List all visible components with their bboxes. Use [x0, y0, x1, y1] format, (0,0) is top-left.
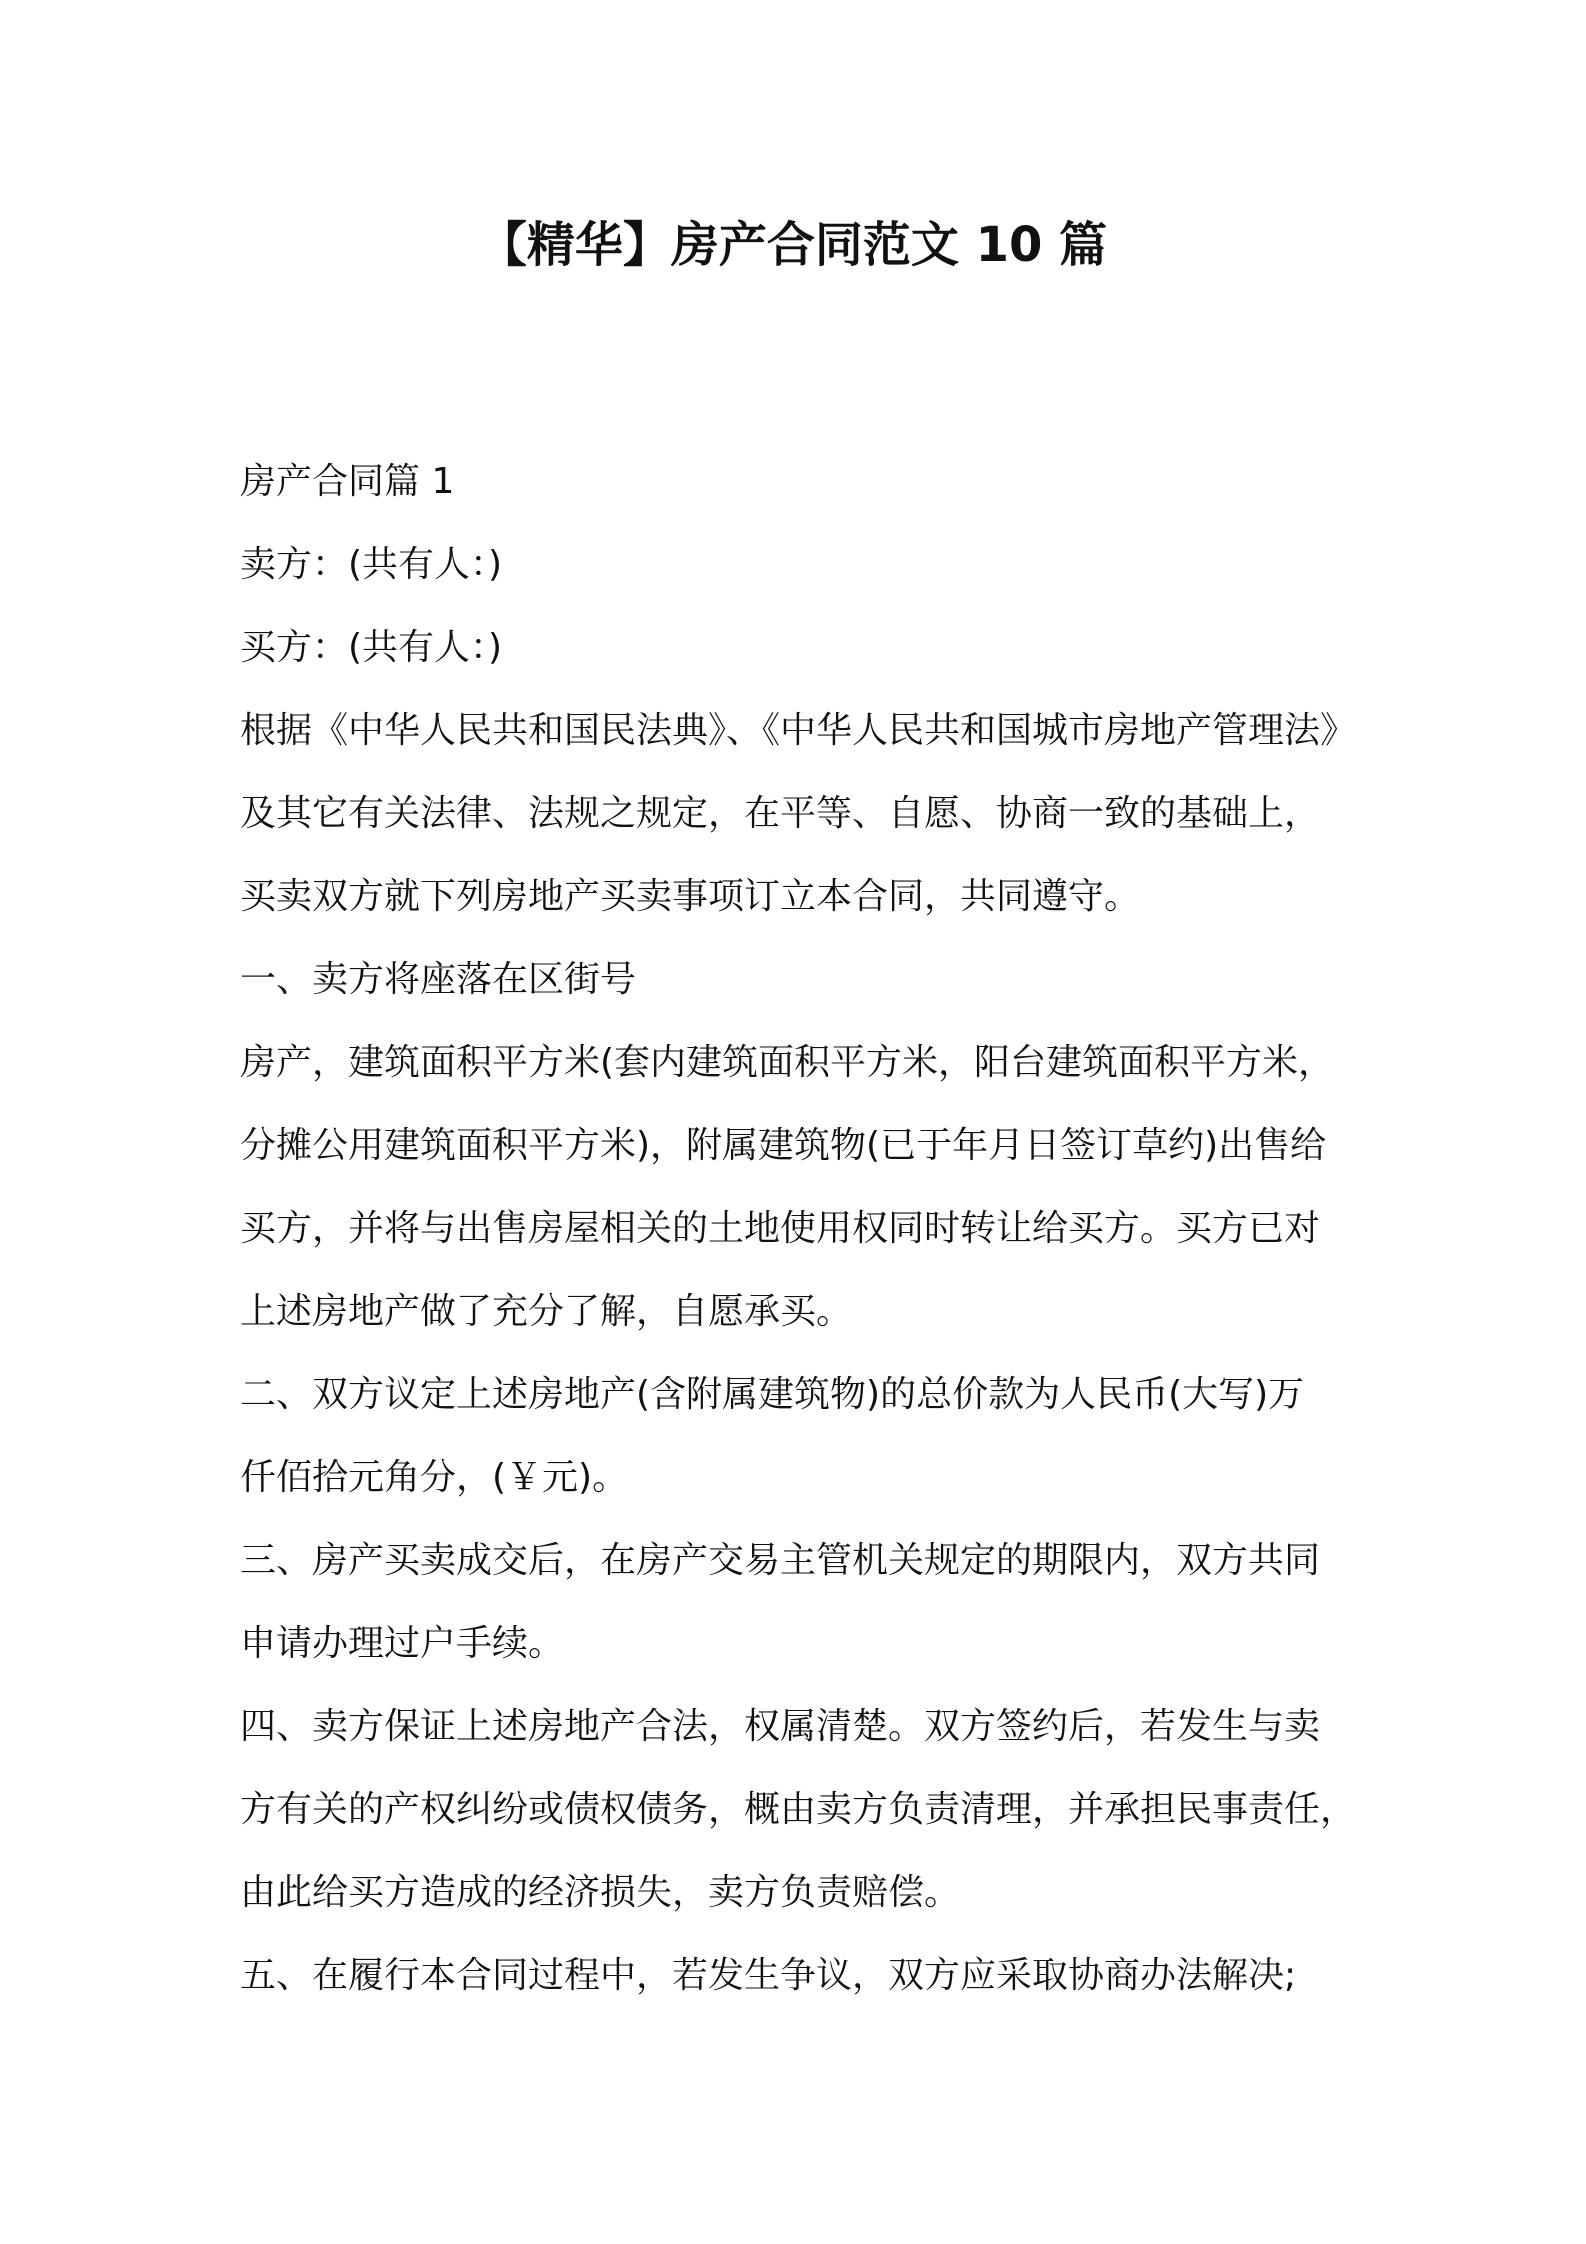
- paragraph-line: 上述房地产做了充分了解，自愿承买。: [240, 1291, 853, 1332]
- document-body: [240, 440, 1360, 2017]
- paragraph-line: 及其它有关法律、法规之规定，在平等、自愿、协商一致的基础上，: [240, 793, 1321, 834]
- paragraph-line: 四、卖方保证上述房地产合法，权属清楚。双方签约后，若发生与卖: [240, 1706, 1321, 1747]
- paragraph-line: 仟佰拾元角分，(￥元)。: [240, 1457, 629, 1498]
- paragraph-line: 买方：(共有人：): [240, 627, 503, 668]
- paragraph-line: 买方，并将与出售房屋相关的土地使用权同时转让给买方。买方已对: [240, 1208, 1321, 1249]
- paragraph-line: 申请办理过户手续。: [240, 1623, 565, 1664]
- paragraph-line: 买卖双方就下列房地产买卖事项订立本合同，共同遵守。: [240, 876, 1141, 917]
- paragraph-line: 分摊公用建筑面积平方米)，附属建筑物(已于年月日签订草约)出售给: [240, 1125, 1327, 1166]
- paragraph-line: 五、在履行本合同过程中，若发生争议，双方应采取协商办法解决;: [240, 1955, 1297, 1996]
- document-title: 【精华】房产合同范文 10 篇: [478, 217, 1108, 273]
- paragraph-line: 二、双方议定上述房地产(含附属建筑物)的总价款为人民币(大写)万: [240, 1374, 1305, 1415]
- paragraph-line: 卖方：(共有人：): [240, 544, 503, 585]
- paragraph-line: 方有关的产权纠纷或债权债务，概由卖方负责清理，并承担民事责任，: [240, 1789, 1357, 1830]
- paragraph-line: 一、卖方将座落在区街号: [240, 959, 637, 1000]
- paragraph-line: 由此给买方造成的经济损失，卖方负责赔偿。: [240, 1872, 961, 1913]
- paragraph-line: 三、房产买卖成交后，在房产交易主管机关规定的期限内，双方共同: [240, 1540, 1321, 1581]
- paragraph-line: 根据《中华人民共和国民法典》、《中华人民共和国城市房地产管理法》: [240, 710, 1357, 751]
- paragraph-line: 房产，建筑面积平方米(套内建筑面积平方米，阳台建筑面积平方米，: [240, 1042, 1335, 1083]
- section-heading: 房产合同篇 1: [240, 461, 455, 502]
